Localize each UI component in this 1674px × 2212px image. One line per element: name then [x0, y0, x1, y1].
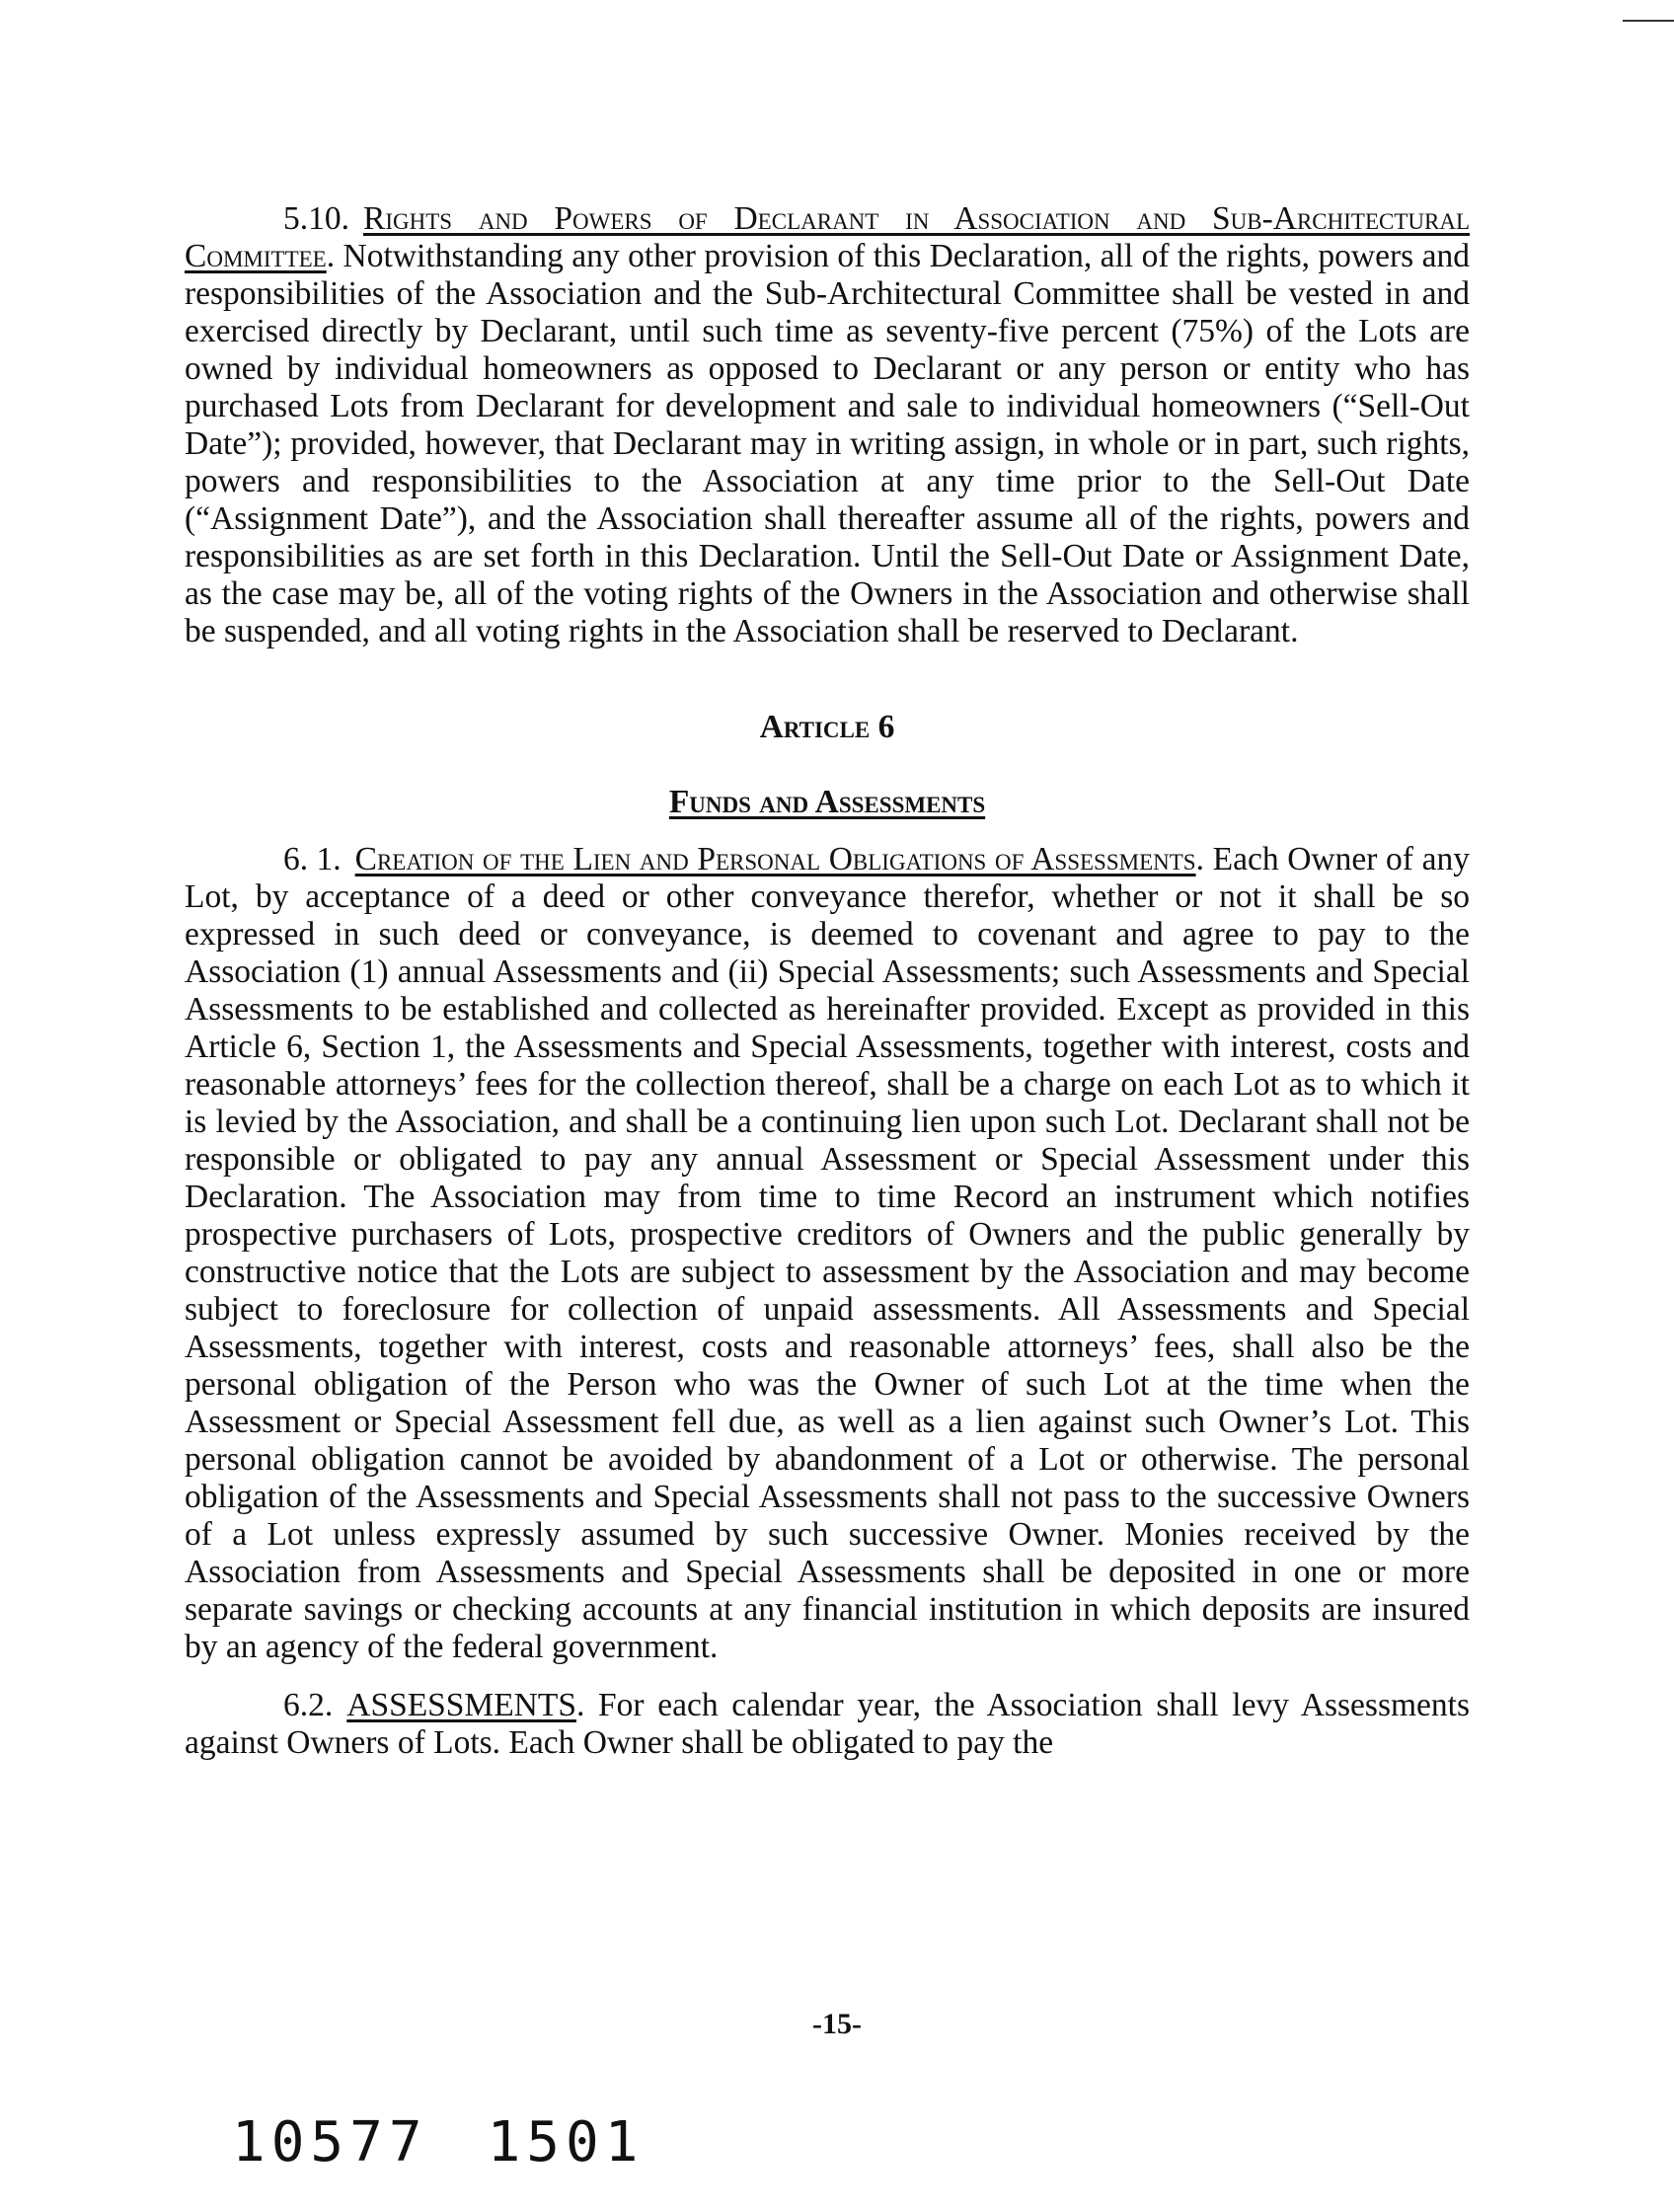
section-heading: Creation of the Lien and Personal Obligations of Assessments — [354, 841, 1196, 877]
stamp-page-number: 1501 — [487, 2110, 645, 2174]
section-number: 5.10. — [283, 200, 349, 237]
section-number: 6. 1. — [283, 841, 342, 877]
section-6-2 — [185, 1687, 1470, 1762]
stamp-book-number: 10577 — [232, 2110, 428, 2174]
section-body: . Notwithstanding any other provision of this Declaration, all of the rights, powers and responsibilities of the Association and the Sub-Architectural Committee shall be vested in and exercised directly by Declarant, until such time as seventy-five percent (75%) of the Lots are owned by individual homeowners as opposed to Declarant or any person or entity who has purchased Lots from Declarant for development and sale to individual homeowners (“Sell-Out Date”); provided, however, that Declarant may in writing assign, in whole or in part, such rights, powers and responsibilities to the Association at any time prior to the Sell-Out Date (“Assignment Date”), and the Association shall thereafter assume all of the rights, powers and responsibilities as are set forth in this Declaration. Until the Sell-Out Date or Assignment Date, as the case may be, all of the voting rights of the Owners in the Association and otherwise shall be suspended, and all voting rights in the Association shall be reserved to Declarant. — [185, 238, 1470, 649]
recording-stamp — [232, 2110, 644, 2174]
corner-mark — [1623, 20, 1674, 22]
article-label: Article 6 — [759, 709, 895, 745]
article-title: Funds and Assessments — [668, 784, 986, 820]
section-heading: ASSESSMENTS — [346, 1687, 576, 1723]
section-5-10 — [185, 200, 1470, 650]
section-6-1 — [185, 841, 1470, 1666]
document-body — [185, 200, 1470, 1762]
section-body: . For each calendar year, the Association shall levy Assessments against Owners of Lots. Each Owner shall be obligated to pay the — [185, 1687, 1470, 1761]
page-number: -15- — [812, 2008, 862, 2040]
section-heading: Rights and Powers of Declarant in Association and Sub-Architectural Committee — [185, 200, 1470, 274]
section-body: . Each Owner of any Lot, by acceptance of a deed or other conveyance therefor, whether or not it shall be so expressed in such deed or conveyance, is deemed to covenant and agree to pay to the Association (1) annual Assessments and (ii) Special Assessments; such Assessments and Special Assessments to be established and collected as hereinafter provided. Except as provided in this Article 6, Section 1, the Assessments and Special Assessments, together with interest, costs and reasonable attorneys’ fees for the collection thereof, shall be a charge on each Lot as to which it is levied by the Association, and shall be a continuing lien upon such Lot. Declarant shall not be responsible or obligated to pay any annual Assessment or Special Assessment under this Declaration. The Association may from time to time Record an instrument which notifies prospective purchasers of Lots, prospective creditors of Owners and the public generally by constructive notice that the Lots are subject to assessment by the Association and may become subject to foreclosure for collection of unpaid assessments. All Assessments and Special Assessments, together with interest, costs and reasonable attorneys’ fees, shall also be the personal obligation of the Person who was the Owner of such Lot at the time when the Assessment or Special Assessment fell due, as well as a lien against such Owner’s Lot. This personal obligation cannot be avoided by abandonment of a Lot or otherwise. The personal obligation of the Assessments and Special Assessments shall not pass to the successive Owners of a Lot unless expressly assumed by such successive Owner. Monies received by the Association from Assessments and Special Assessments shall be deposited in one or more separate savings or checking accounts at any financial institution in which deposits are insured by an agency of the federal government. — [185, 841, 1470, 1665]
section-number: 6.2. — [283, 1687, 334, 1723]
